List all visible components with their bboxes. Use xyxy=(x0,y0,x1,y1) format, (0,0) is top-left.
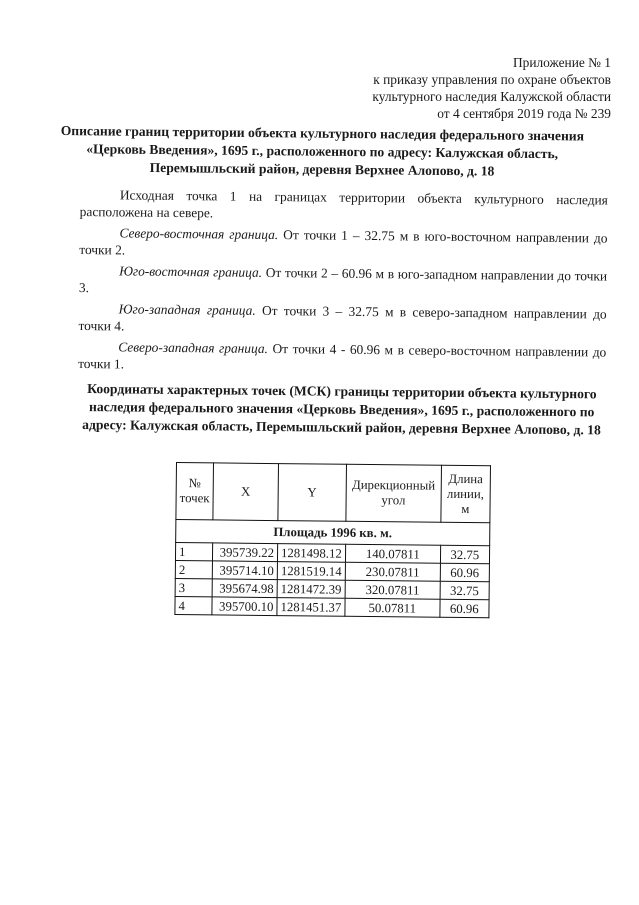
southwest-boundary-label: Юго-западная граница. xyxy=(118,301,256,318)
table-header-row xyxy=(176,463,490,523)
northeast-boundary-text: От точки 1 – 32.75 м в юго-восточном направлении до точки 2. xyxy=(79,227,608,258)
northeast-boundary-paragraph xyxy=(79,224,607,264)
area-cell: Площадь 1996 кв. м. xyxy=(176,520,490,546)
northwest-boundary-text: От точки 4 - 60.96 м в северо-восточном направлении до точки 1. xyxy=(78,340,607,372)
table-row xyxy=(175,596,489,617)
cell-direction-angle: 230.07811 xyxy=(345,562,440,581)
appendix-header xyxy=(311,54,611,122)
cell-y: 1281519.14 xyxy=(277,562,345,581)
start-point-paragraph: Исходная точка 1 на границах территории объекта культурного наследия расположена на севере. xyxy=(79,187,608,221)
appendix-line-1: Приложение № 1 xyxy=(512,55,611,70)
cell-line-length: 32.75 xyxy=(440,545,489,564)
cell-y: 1281451.37 xyxy=(277,598,345,617)
northeast-boundary-label: Северо-восточная граница. xyxy=(119,225,279,243)
cell-y: 1281498.12 xyxy=(277,544,345,563)
cell-point-number: 2 xyxy=(175,560,212,578)
cell-y: 1281472.39 xyxy=(277,580,345,599)
cell-direction-angle: 50.07811 xyxy=(345,598,440,617)
northwest-boundary-paragraph xyxy=(78,338,606,378)
southeast-boundary-text: От точки 2 – 60.96 м в юго-западном направлении до точки 3. xyxy=(78,264,608,296)
cell-line-length: 60.96 xyxy=(440,599,489,618)
southwest-boundary-paragraph xyxy=(78,300,606,340)
cell-direction-angle: 140.07811 xyxy=(345,544,440,563)
coordinates-table xyxy=(174,462,490,618)
header-point-number: № точек xyxy=(176,463,214,520)
cell-direction-angle: 320.07811 xyxy=(345,580,440,599)
cell-point-number: 4 xyxy=(175,596,212,614)
header-y: Y xyxy=(278,464,346,522)
appendix-line-3: культурного наследия Калужской области xyxy=(372,89,611,104)
boundary-description xyxy=(78,186,608,382)
area-row xyxy=(176,520,490,546)
southeast-boundary-label: Юго-восточная граница. xyxy=(119,263,263,280)
cell-x: 395739.22 xyxy=(212,543,277,562)
coordinates-title: Координаты характерных точек (МСК) границы территории объекта культурного наследия федерального значения «Церковь Введения», 1695 г., расположенного по адресу: Калужская область, Перемышльский район, деревня Верхнее Алопово, д. 18 xyxy=(82,381,601,438)
header-line-length: Длина линии, м xyxy=(441,465,491,523)
description-title: Описание границ территории объекта культурного наследия федерального значения «Церковь Введения», 1695 г., расположенного по адресу: Калужская область, Перемышльский район, деревня Верхнее Алопово, д. 18 xyxy=(60,123,585,179)
appendix-line-2: к приказу управления по охране объектов xyxy=(373,72,611,87)
cell-point-number: 1 xyxy=(175,543,212,561)
appendix-line-4: от 4 сентября 2019 года № 239 xyxy=(437,106,611,121)
cell-point-number: 3 xyxy=(175,578,212,596)
header-direction-angle: Дирекционный угол xyxy=(346,464,442,522)
cell-x: 395700.10 xyxy=(212,597,277,616)
northwest-boundary-label: Северо-западная граница. xyxy=(118,339,269,356)
cell-x: 395674.98 xyxy=(212,579,277,598)
cell-x: 395714.10 xyxy=(212,561,277,580)
southeast-boundary-paragraph xyxy=(79,262,607,302)
cell-line-length: 32.75 xyxy=(440,581,489,600)
cell-line-length: 60.96 xyxy=(440,563,489,582)
southwest-boundary-text: От точки 3 – 32.75 м в северо-западном направлении до точки 4. xyxy=(78,302,607,334)
header-x: X xyxy=(213,463,279,521)
